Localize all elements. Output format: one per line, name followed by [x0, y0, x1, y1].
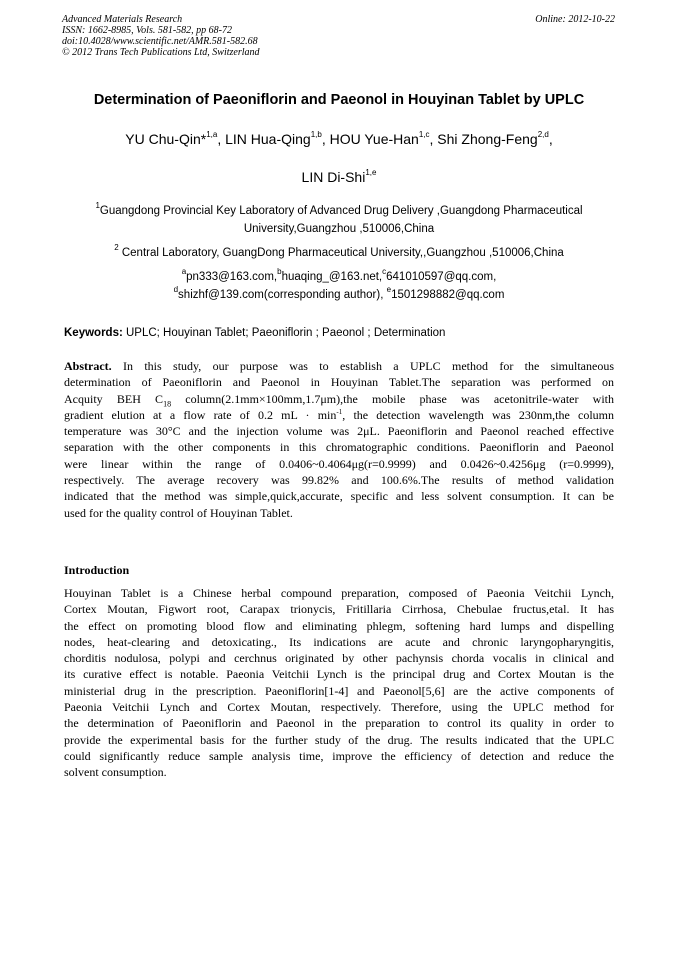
online-date: Online: 2012-10-22: [535, 14, 615, 25]
author-separator: ,: [548, 131, 553, 147]
abstract-text: In this study, our purpose was to establish a UPLC method for the simultaneous: [111, 359, 614, 373]
author-name: LIN Di-Shi: [301, 169, 366, 185]
abstract-label: Abstract.: [64, 359, 112, 373]
author-affil-mark: 1,c: [418, 130, 430, 140]
author-line-2: [40, 168, 638, 186]
affil-mark: 2: [114, 243, 119, 253]
affiliation-1: [40, 202, 638, 238]
author-name: , LIN Hua-Qing: [217, 131, 311, 147]
abstract-line: [64, 391, 614, 407]
email: 1501298882@qq.com: [391, 289, 505, 301]
abstract-line: [64, 407, 614, 423]
author-name: YU Chu-Qin*: [125, 131, 207, 147]
keywords: [64, 325, 445, 341]
journal-header: [62, 14, 260, 58]
email: 641010597@qq.com,: [386, 271, 497, 283]
email-mark: a: [181, 267, 187, 277]
paragraph-line: provide the experimental basis for the further study of the drug. The results indicated that the UPLC: [64, 732, 614, 747]
superscript: -1: [336, 407, 343, 416]
paragraph-line: the effect on promoting blood flow and eliminating phlegm, softening hard lumps and dispelling: [64, 618, 614, 633]
author-name: , Shi Zhong-Feng: [429, 131, 538, 147]
abstract-line: were linear within the range of 0.0406~0.4064μg(r=0.9999) and 0.0426~0.4256μg (r=0.9999),: [64, 456, 614, 471]
abstract-line: determination of Paeoniflorin and Paeonol in Houyinan Tablet.The separation was performed on: [64, 375, 614, 390]
paragraph-line: could significantly reduce sample analysis time, improve the efficiency of detection and reduce the: [64, 748, 614, 763]
affil-text: University,Guangzhou ,510006,China: [243, 223, 435, 235]
journal-name: Advanced Materials Research: [62, 14, 183, 25]
abstract-line: separation with the other components in this chromatographic conditions. Paeoniflorin and Paeonol: [64, 440, 614, 455]
abstract-text: gradient elution at a flow rate of 0.2 mL · min: [64, 407, 337, 422]
issn-line: ISSN: 1662-8985, Vols. 581-582, pp 68-72: [62, 25, 232, 36]
paragraph-line: Cortex Moutan, Figwort root, Carapax trionycis, Fritillaria Cirrhosa, Chebulae fructus,etal. It has: [64, 602, 614, 617]
abstract-text: , the detection wavelength was 230nm,the column: [342, 407, 614, 422]
abstract-line: respectively. The average recovery was 99.82% and 100.6%.The results of method validation: [64, 473, 614, 488]
affiliation-2: [40, 244, 638, 262]
author-affil-mark: 2,d: [537, 130, 549, 140]
keywords-text: UPLC; Houyinan Tablet; Paeoniflorin ; Paeonol ; Determination: [122, 327, 446, 339]
doi-line: doi:10.4028/www.scientific.net/AMR.581-582.68: [62, 36, 258, 47]
paragraph-line: Paeonia Veitchii Lynch and Cortex Moutan, respectively. Therefore, using the UPLC method for: [64, 700, 614, 715]
email: huaqing_@163.net,: [281, 271, 383, 283]
author-affil-mark: 1,e: [365, 168, 377, 178]
keywords-label: Keywords:: [64, 327, 123, 339]
paper-title: Determination of Paeoniflorin and Paeonol in Houyinan Tablet by UPLC: [93, 92, 585, 108]
author-name: , HOU Yue-Han: [321, 131, 419, 147]
introduction-body: [64, 585, 614, 781]
abstract: [64, 358, 614, 521]
affil-text: Guangdong Provincial Key Laboratory of Advanced Drug Delivery ,Guangdong Pharmaceutical: [99, 205, 583, 217]
abstract-line: used for the quality control of Houyinan Tablet.: [64, 505, 293, 520]
email-mark: e: [386, 285, 392, 295]
affil-text: Central Laboratory, GuangDong Pharmaceutical University,,Guangzhou ,510006,China: [118, 247, 564, 259]
paragraph-line: solvent consumption.: [64, 765, 167, 780]
abstract-line: indicated that the method was simple,quick,accurate, specific and less solvent consumption. It can be: [64, 489, 614, 504]
author-emails: [40, 268, 638, 304]
email: pn333@163.com,: [186, 271, 278, 283]
subscript: 18: [163, 398, 172, 408]
paragraph-line: chorditis nodulosa, polypi and cerchnus originated by other pachynsis chorda vocalis in clinical and: [64, 651, 614, 666]
email-mark: c: [382, 267, 387, 277]
email-mark: d: [173, 285, 179, 295]
affil-mark: 1: [95, 201, 100, 211]
abstract-line: temperature was 30°C and the injection volume was 2μL. Paeoniflorin and Paeonol reached effective: [64, 424, 614, 439]
author-affil-mark: 1,b: [310, 130, 322, 140]
abstract-text: column(2.1mm×100mm,1.7μm),the mobile phase was acetonitrile-water with: [171, 391, 615, 406]
email-mark: b: [277, 267, 282, 277]
paragraph-line: its curative effect is notable. Paeonia Veitchii Lynch is the principal drug and Cortex Moutan is the: [64, 667, 614, 682]
author-affil-mark: 1,a: [206, 130, 218, 140]
paragraph-line: ministerial drug in the prescription. Paeoniflorin[1-4] and Paeonol[5,6] are the active components of: [64, 683, 614, 698]
copyright-line: © 2012 Trans Tech Publications Ltd, Switzerland: [62, 47, 260, 58]
paragraph-line: Houyinan Tablet is a Chinese herbal compound preparation, composed of Paeonia Veitchii Lynch,: [64, 586, 614, 600]
paragraph-line: nodes, heat-clearing and detoxicating., Its indications are acute and chronic laryngopharyngitis,: [64, 634, 614, 649]
section-heading-introduction: Introduction: [64, 563, 130, 577]
author-line-1: [40, 130, 638, 148]
abstract-text: Acquity BEH C: [64, 391, 164, 406]
paragraph-line: the determination of Paeoniflorin and Paeonol in the preparation to control its quality in order to: [64, 716, 614, 731]
abstract-line: [64, 358, 614, 374]
email: shizhf@139.com(corresponding author),: [178, 289, 387, 301]
